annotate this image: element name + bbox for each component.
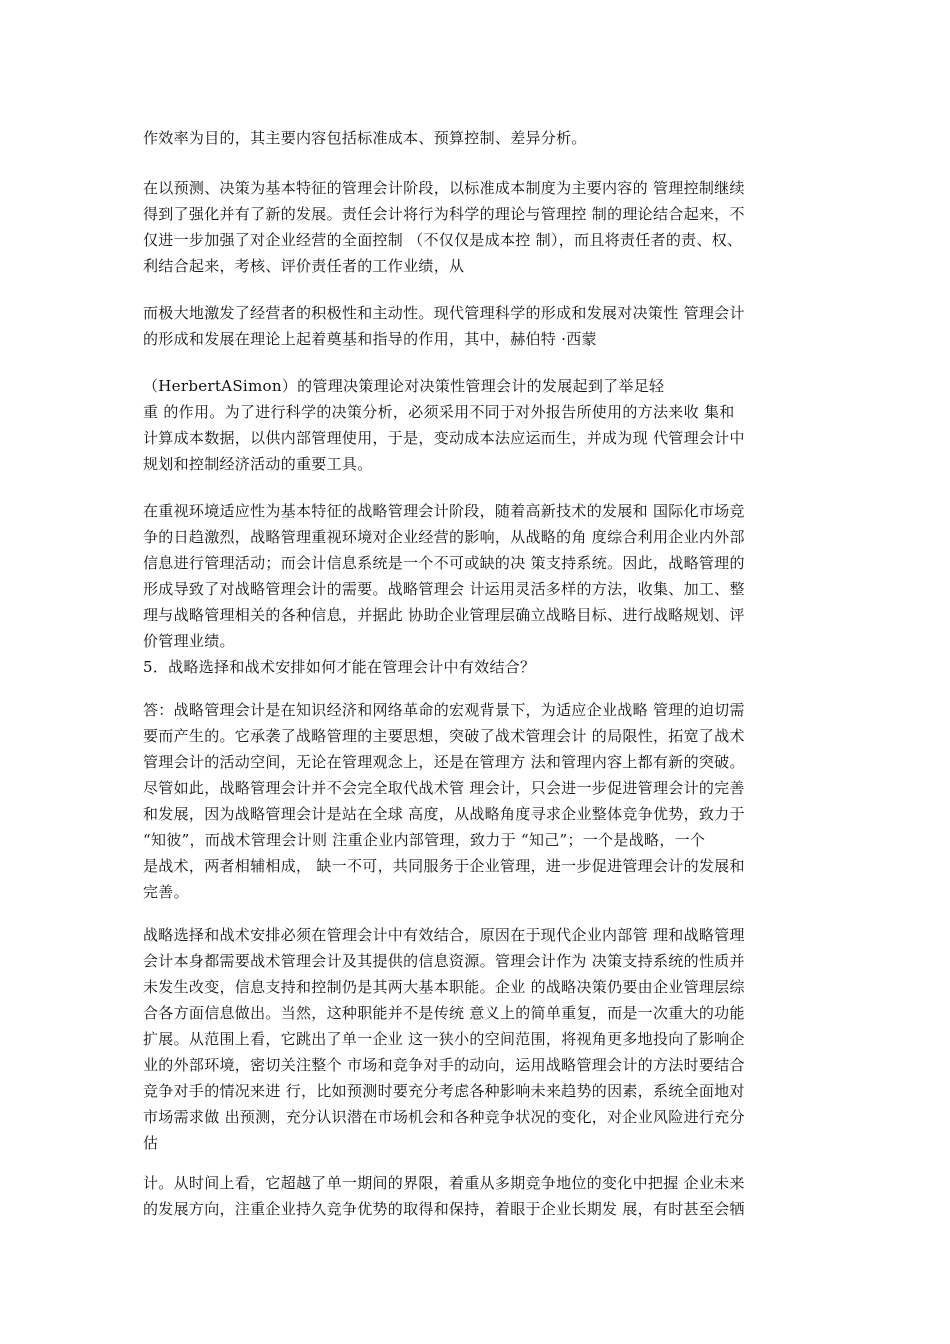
text-line: 尽管如此，战略管理会计并不会完全取代战术管 理会计，只会进一步促进管理会计的完善 <box>143 779 745 797</box>
text-line: 作效率为目的，其主要内容包括标准成本、预算控制、差异分析。 <box>143 129 587 147</box>
text-line: 和发展，因为战略管理会计是站在全球 高度，从战略角度寻求企业整体竞争优势，致力于 <box>143 805 745 823</box>
text-line: 完善。 <box>143 883 189 901</box>
paragraph-4 <box>143 373 813 477</box>
text-line: 仅进一步加强了对企业经营的全面控制 （不仅仅是成本控 制），而且将责任者的责、权、 <box>143 231 743 249</box>
text-line: 是战术，两者相辅相成， 缺一不可，共同服务于企业管理，进一步促进管理会计的发展和 <box>143 857 745 875</box>
text-line: 规划和控制经济活动的重要工具。 <box>143 455 373 473</box>
text-line: 争的日趋激烈，战略管理重视环境对企业经营的影响，从战略的角 度综合利用企业内外部 <box>143 528 745 546</box>
text-line: 的形成和发展在理论上起着奠基和指导的作用，其中，赫伯特 ·西蒙 <box>143 330 597 348</box>
text-line: （HerbertASimon）的管理决策理论对决策性管理会计的发展起到了举足轻 <box>143 377 665 395</box>
text-line: 答：战略管理会计是在知识经济和网络革命的宏观背景下，为适应企业战略 管理的迫切需 <box>143 701 745 719</box>
text-line: 要而产生的。它承袭了战略管理的主要思想，突破了战术管理会计 的局限性，拓宽了战术 <box>143 727 745 745</box>
text-line: 在以预测、决策为基本特征的管理会计阶段，以标准成本制度为主要内容的 管理控制继续 <box>143 179 745 197</box>
text-line: 会计本身都需要战术管理会计及其提供的信息资源。管理会计作为 决策支持系统的性质并 <box>143 952 745 970</box>
text-line: 合各方面信息做出。当然，这种职能并不是传统 意义上的简单重复，而是一次重大的功能 <box>143 1004 745 1022</box>
text-line: 计算成本数据，以供内部管理使用，于是，变动成本法应运而生，并成为现 代管理会计中 <box>143 429 745 447</box>
paragraph-1 <box>143 125 813 151</box>
paragraph-8 <box>143 1170 813 1222</box>
text-line: 而极大地激发了经营者的积极性和主动性。现代管理科学的形成和发展对决策性 管理会计 <box>143 304 745 322</box>
text-line: 管理会计的活动空间，无论在管理观念上，还是在管理方 法和管理内容上都有新的突破。 <box>143 753 745 771</box>
paragraph-6 <box>143 697 813 905</box>
text-line: 形成导致了对战略管理会计的需要。战略管理会 计运用灵活多样的方法，收集、加工、整 <box>143 580 745 598</box>
paragraph-7 <box>143 922 813 1156</box>
paragraph-3 <box>143 300 813 352</box>
text-line: 信息进行管理活动；而会计信息系统是一个不可或缺的决 策支持系统。因此，战略管理的 <box>143 554 745 572</box>
question-heading: 5．战略选择和战术安排如何才能在管理会计中有效结合？ <box>143 658 536 676</box>
paragraph-2 <box>143 175 813 279</box>
paragraph-5 <box>143 498 813 680</box>
text-line: 估 <box>143 1134 159 1152</box>
text-line: 价管理业绩。 <box>143 632 235 650</box>
text-line: 扩展。从范围上看，它跳出了单一企业 这一狭小的空间范围，将视角更多地投向了影响企 <box>143 1030 745 1048</box>
text-line: 得到了强化并有了新的发展。责任会计将行为科学的理论与管理控 制的理论结合起来，不 <box>143 205 745 223</box>
text-line: 在重视环境适应性为基本特征的战略管理会计阶段，随着高新技术的发展和 国际化市场竞 <box>143 502 745 520</box>
text-line: 利结合起来，考核、评价责任者的工作业绩，从 <box>143 257 465 275</box>
text-line: 计。从时间上看，它超越了单一期间的界限，着重从多期竞争地位的变化中把握 企业未来 <box>143 1174 745 1192</box>
text-line: 重 的作用。为了进行科学的决策分析，必须采用不同于对外报告所使用的方法来收 集和 <box>143 403 735 421</box>
text-line: 的发展方向，注重企业持久竞争优势的取得和保持，着眼于企业长期发 展，有时甚至会牺 <box>143 1200 745 1218</box>
text-line: “知彼”，而战术管理会计则 注重企业内部管理，致力于 “知己”；一个是战略，一个 <box>143 831 706 849</box>
text-line: 竞争对手的情况来进 行，比如预测时要充分考虑各种影响未来趋势的因素，系统全面地对 <box>143 1082 745 1100</box>
text-line: 战略选择和战术安排必须在管理会计中有效结合，原因在于现代企业内部管 理和战略管理 <box>143 926 745 944</box>
text-line: 未发生改变，信息支持和控制仍是其两大基本职能。企业 的战略决策仍要由企业管理层综 <box>143 978 745 996</box>
text-line: 业的外部环境，密切关注整个 市场和竞争对手的动向，运用战略管理会计的方法时要结合 <box>143 1056 745 1074</box>
text-line: 理与战略管理相关的各种信息，并据此 协助企业管理层确立战略目标、进行战略规划、评 <box>143 606 745 624</box>
text-line: 市场需求做 出预测，充分认识潜在市场机会和各种竞争状况的变化，对企业风险进行充分 <box>143 1108 745 1126</box>
